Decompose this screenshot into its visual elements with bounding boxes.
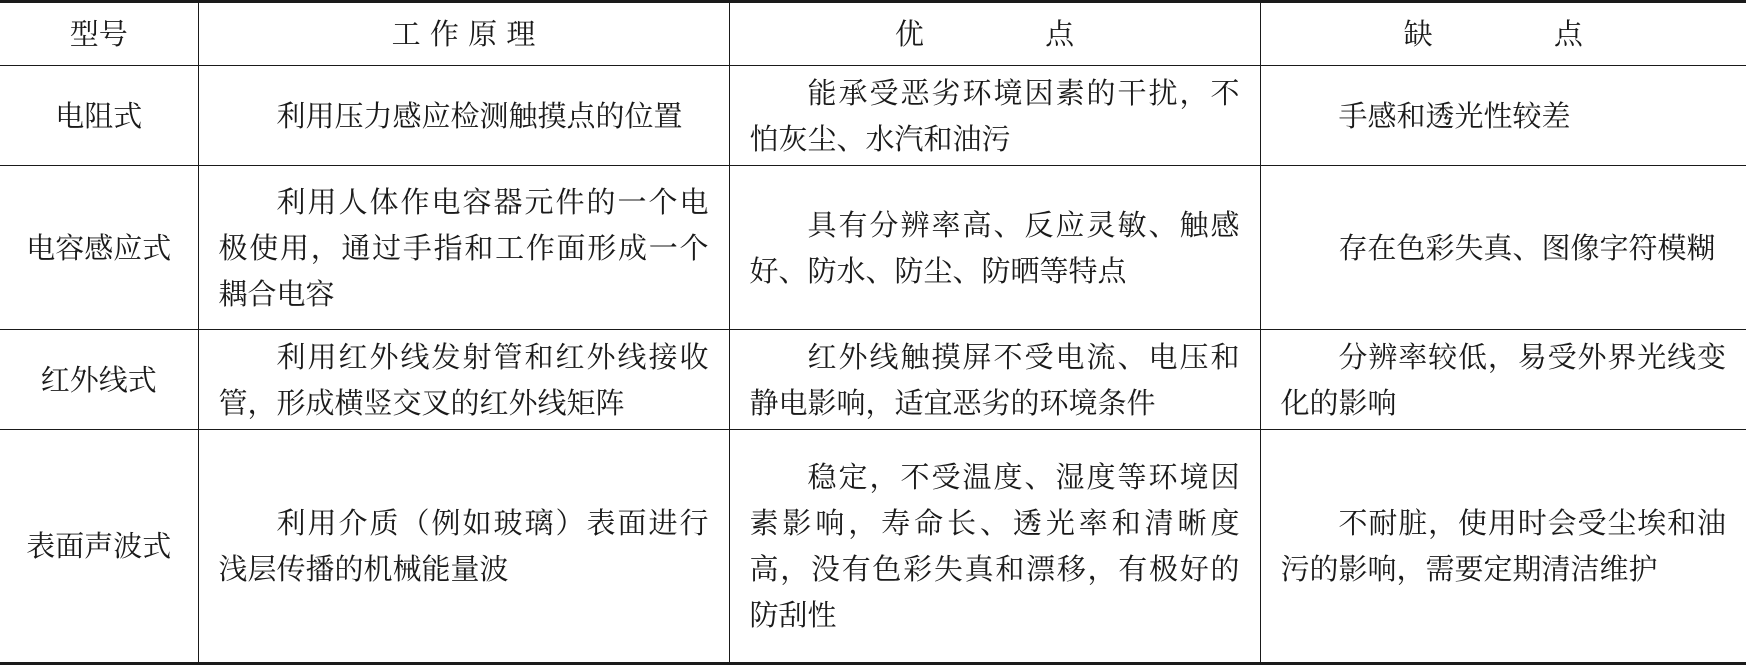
table-row xyxy=(0,330,1746,430)
header-type: 型号 xyxy=(0,2,198,66)
row-advantages: 红外线触摸屏不受电流、电压和静电影响，适宜恶劣的环境条件 xyxy=(729,330,1260,430)
header-principle: 工 作 原 理 xyxy=(198,2,729,66)
row-type: 电容感应式 xyxy=(0,166,198,330)
table-row xyxy=(0,430,1746,664)
row-advantages: 能承受恶劣环境因素的干扰，不怕灰尘、水汽和油污 xyxy=(729,66,1260,166)
header-disadvantages: 缺 点 xyxy=(1260,2,1746,66)
row-principle: 利用介质（例如玻璃）表面进行浅层传播的机械能量波 xyxy=(198,430,729,664)
row-type: 表面声波式 xyxy=(0,430,198,664)
row-type: 电阻式 xyxy=(0,66,198,166)
row-disadvantages: 存在色彩失真、图像字符模糊 xyxy=(1260,166,1746,330)
row-advantages: 稳定，不受温度、湿度等环境因素影响，寿命长、透光率和清晰度高，没有色彩失真和漂移，有极好的防刮性 xyxy=(729,430,1260,664)
header-row xyxy=(0,2,1746,66)
table-row xyxy=(0,66,1746,166)
row-disadvantages: 分辨率较低，易受外界光线变化的影响 xyxy=(1260,330,1746,430)
row-type: 红外线式 xyxy=(0,330,198,430)
header-advantages: 优 点 xyxy=(729,2,1260,66)
row-disadvantages: 不耐脏，使用时会受尘埃和油污的影响，需要定期清洁维护 xyxy=(1260,430,1746,664)
row-principle: 利用压力感应检测触摸点的位置 xyxy=(198,66,729,166)
table-row xyxy=(0,166,1746,330)
row-advantages: 具有分辨率高、反应灵敏、触感好、防水、防尘、防晒等特点 xyxy=(729,166,1260,330)
row-principle: 利用红外线发射管和红外线接收管，形成横竖交叉的红外线矩阵 xyxy=(198,330,729,430)
row-disadvantages: 手感和透光性较差 xyxy=(1260,66,1746,166)
row-principle: 利用人体作电容器元件的一个电极使用，通过手指和工作面形成一个耦合电容 xyxy=(198,166,729,330)
